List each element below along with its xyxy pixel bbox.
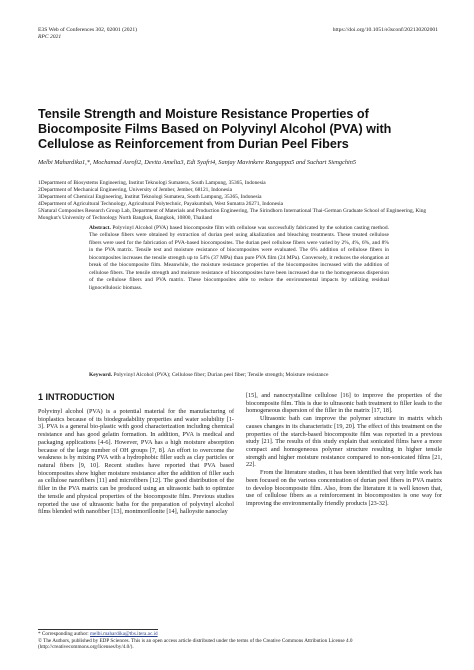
license-text: © The Authors, published by EDP Sciences. This is an open access article distributed under the terms of the Creative Commons Attribution License 4.0 (http://creativecommons.org/licenses/by/4.0/). <box>38 637 353 651</box>
affiliation-5: 5Natural Composites Research Group Lab, Department of Materials and Production Engineering, The Sirindhorn International Thai-German Graduate School of Engineering, King Mongkut's University of Technology North Bangkok, Bangkok, 10800, Thailand <box>38 208 427 222</box>
intro-paragraph-1: Polyvinyl alcohol (PVA) is a potential material for the manufacturing of bioplastics because of its biodegradability properties and water solubility [1-3]. PVA is a general bio-plastic with good characterization including chemical resistance and has good gelatin formation. In addition, PVA is medical and packaging applications [4-6]. However, PVA has a high moisture absorption because of the large number of OH groups [7, 8]. An effort to overcome the weakness is by mixing PVA with a hydrophobic filler such as clay particles or natural fibers [9, 10]. Recent studies have reported that PVA based biocomposites show higher moisture resistance after the addition of filler such as cellulose nanofibers [11] and microfibers [12]. The good distribution of the filler in the PVA matrix can be produced using an ultrasonic bath to optimize the tensile and physical properties of the biocomposite film. Previous studies reported the use of ultrasonic baths for the preparation of polyvinyl alcohol films blended with nanofiber [13], montmorillonite [14], halloysite nanoclay <box>38 408 234 516</box>
affiliation-1: 1Department of Biosystems Engineering, Institut Teknologi Sumatera, South Lampung, 35365, Indonesia <box>38 180 266 186</box>
doi-link[interactable]: https://doi.org/10.1051/e3sconf/202130202001 <box>332 27 438 33</box>
author-email-link[interactable]: melbi.mahardika@tbs.itera.ac.id <box>90 631 158 637</box>
intro-paragraph-3: Ultrasonic bath can improve the polymer structure in matrix which causes changes in its characteristic [19, 20]. The effect of this treatment on the properties of the starch-based biocomposite film was reported in a previous study [21]. The results of this study explain that sonicated films have a more compact and homogeneous polymer structure resulting in higher tensile strength and higher moisture resistance compared to non-sonicated films [21, 22]. <box>246 415 442 469</box>
intro-paragraph-4: From the literature studies, it has been identified that very little work has been focused on the various concentration of durian peel fibers in PVA matrix to develop biocomposite film. Also, from the literature it is well known that, use of cellulose fibers as a reinforcement in biocomposites is one way for improving the environmentally friendly products [23-32]. <box>246 469 442 508</box>
affiliations <box>38 180 448 223</box>
keywords-text: Polyvinyl Alcohol (PVA); Cellulose fiber; Durian peel fiber; Tensile strength; Moisture resistance <box>113 372 329 378</box>
keywords-label: Keyword. <box>89 372 113 378</box>
abstract-label: Abstract. <box>89 225 111 231</box>
running-header <box>38 27 438 41</box>
affiliation-4: 4Department of Agricultural Technology, Agricultural Polytechnic, Payakumbuh, West Sumatra 26271, Indonesia <box>38 201 284 208</box>
footnote-divider <box>38 629 158 630</box>
author-list <box>38 159 448 167</box>
footnote <box>38 631 448 651</box>
affiliation-2: 2Department of Mechanical Engineering, University of Jember, Jember, 68121, Indonesia <box>38 187 233 194</box>
abstract <box>89 225 389 292</box>
affiliation-3: 3Department of Chemical Engineering, Institut Teknologi Sumatera, South Lampung, 35365, Indonesia <box>38 194 262 201</box>
intro-paragraph-2: [15], and nanocrystalline cellulose [16] to improve the properties of the biocomposite film. This is due to ultrasonic bath treatment to filler leads to the homogeneous dispersion of the filler in the matrix [17, 18]. <box>246 392 442 415</box>
section-heading: 1 INTRODUCTION <box>38 392 115 402</box>
conference-tag: RPC 2021 <box>38 34 62 40</box>
left-column <box>38 408 234 516</box>
journal-citation: E3S Web of Conferences 302, 02001 (2021) <box>38 27 138 33</box>
authors-line: Melbi Mahardika1,*, Mochamad Asrofi2, Devita Amelia3, Edi Syafri4, Sanjay Mavinkere Rangappa5 and Suchart Siengchin5 <box>38 159 357 166</box>
corresponding-author <box>38 631 448 638</box>
right-column <box>246 392 442 508</box>
corresponding-label: * Corresponding author: <box>38 631 89 637</box>
keywords <box>89 372 389 379</box>
abstract-text: Polyvinyl Alcohol (PVA) based biocomposite film with cellulose was successfully fabricated by the solution casting method. The cellulose fibers were obtained by extraction of durian peel using alkalization and bleaching treatments. These treated cellulose fibers were used for the fabrication of PVA-based biocomposites. The durian peel cellulose fibers were varied by 2%, 4%, 6%, and 8% in the PVA matrix. Tensile test and moisture resistance of biocomposites were evaluated. The 6% addition of cellulose fibers in biocomposites increases the tensile strength up to 54% (37 MPa) than pure PVA film (24 MPa). Conversely, it reduces the elongation at break of the biocomposite film. Meanwhile, the moisture resistance properties of the biocomposites increased with the addition of cellulose fibers. The tensile strength and moisture resistance of biocomposites have been increased due to the homogeneous dispersion of the cellulose fibers and PVA matrix. These biocomposites able to reduce the environmental impacts by utilizing residual lignocellulosic biomass. <box>89 225 390 291</box>
paper-title: Tensile Strength and Moisture Resistance Properties of Biocomposite Films Based on Polyvinyl Alcohol (PVA) with Cellulose as Reinforcement from Durian Peel Fibers <box>38 107 392 151</box>
